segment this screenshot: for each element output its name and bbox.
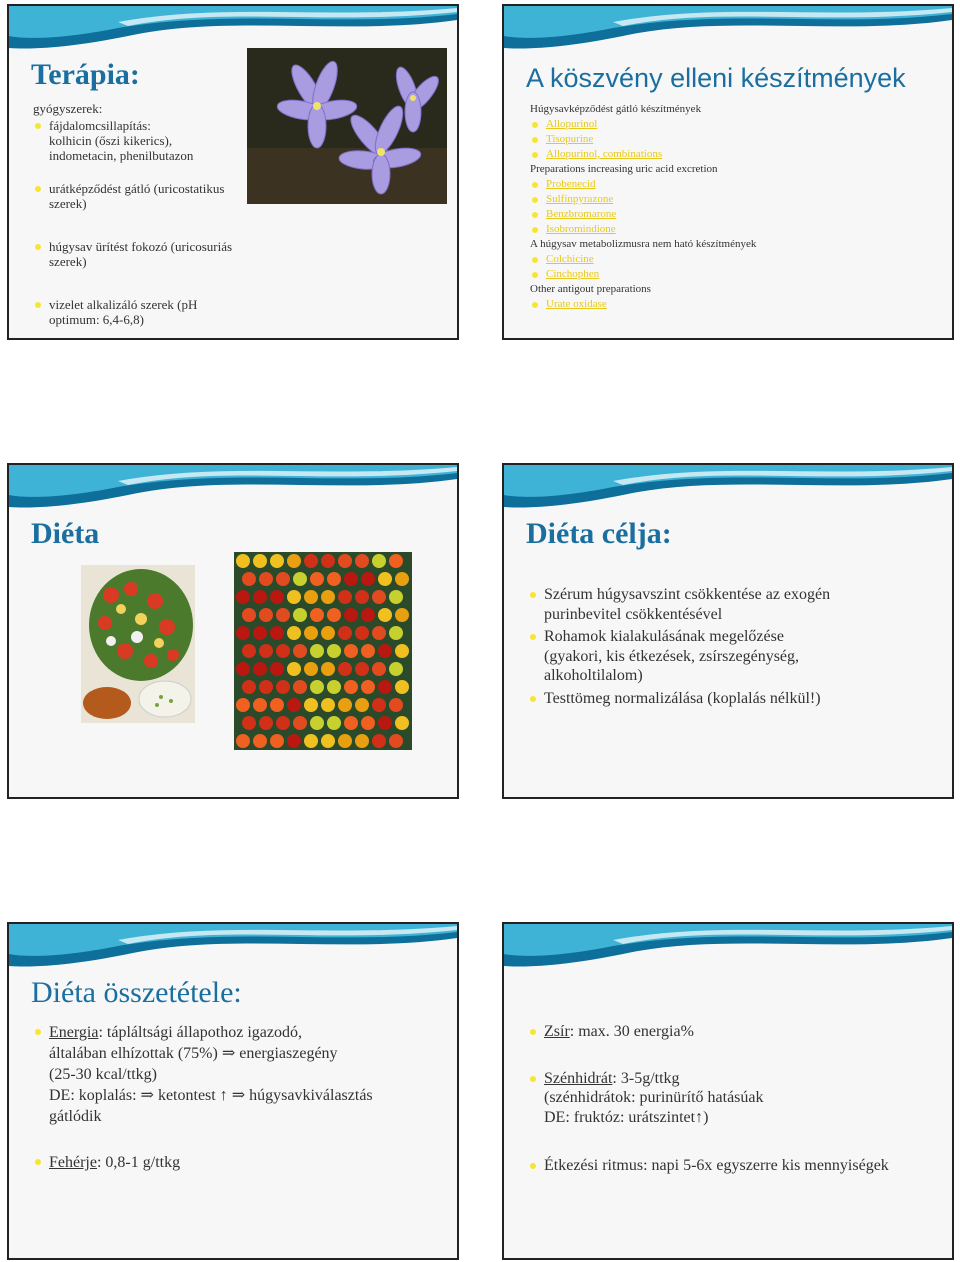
drug-link[interactable]: [530, 117, 940, 132]
energia-line2: általában elhízottak (75%): [49, 1045, 218, 1062]
fruit-mark: [395, 716, 409, 730]
bullet-icon: [532, 227, 538, 233]
energia-line4b: ketontest: [157, 1087, 216, 1104]
fruit-mark: [338, 554, 352, 568]
slide-title: Terápia:: [31, 58, 140, 91]
energia-text: : tápláltsági állapothoz igazodó,: [98, 1024, 302, 1041]
item-text: optimum: 6,4-6,8): [49, 312, 144, 327]
fruit-mark: [287, 734, 301, 748]
list-item-energia: [33, 1022, 453, 1127]
fruit-mark: [270, 554, 284, 568]
item-text: urátképződést gátló (uricostatikus: [49, 181, 225, 196]
fruit-mark: [327, 608, 341, 622]
intro-text: gyógyszerek:: [33, 101, 103, 116]
energia-line4: DE: koplalás:: [49, 1087, 137, 1104]
fruit-mark: [242, 680, 256, 694]
fruit-mark: [372, 590, 386, 604]
bullet-icon: [35, 302, 41, 308]
fruit-mark: [378, 680, 392, 694]
fruit-mark: [338, 698, 352, 712]
fruit-mark: [310, 644, 324, 658]
fruit-mark: [378, 608, 392, 622]
list-item-feherje: [33, 1152, 453, 1173]
fruit-mark: [259, 572, 273, 586]
fruit-mark: [389, 734, 403, 748]
slide-keszitmenyek: [502, 4, 954, 340]
slide-title: A köszvény elleni készítmények: [526, 63, 906, 93]
fruit-mark: [378, 716, 392, 730]
list-item: [528, 585, 948, 624]
bullet-icon: [532, 122, 538, 128]
bullet-icon: [532, 272, 538, 278]
bullet-icon: [35, 1029, 41, 1035]
list-item: [528, 627, 948, 686]
bullet-icon: [532, 182, 538, 188]
drug-link-text[interactable]: Tisopurine: [546, 133, 594, 145]
energia-line2b: energiaszegény: [239, 1045, 338, 1062]
fruit-mark: [321, 590, 335, 604]
slide-terapia: [7, 4, 459, 340]
fruit-mark: [253, 734, 267, 748]
drug-link[interactable]: [530, 297, 940, 312]
slide-banner: [9, 465, 457, 521]
bullet-icon: [532, 302, 538, 308]
bullet-icon: [530, 1163, 536, 1169]
up-arrow-icon: ↑: [219, 1087, 228, 1104]
fruit-mark: [293, 716, 307, 730]
fruit-mark: [355, 590, 369, 604]
slide-banner: [504, 465, 952, 521]
item-text: Szérum húgysavszint csökkentése az exogén: [544, 586, 831, 603]
fruit-mark: [361, 608, 375, 622]
fruit-mark: [344, 680, 358, 694]
fruit-mark: [395, 572, 409, 586]
fruit-mark: [355, 734, 369, 748]
fruit-mark: [304, 626, 318, 640]
fruit-mark: [389, 662, 403, 676]
fruit-mark: [372, 734, 386, 748]
fruit-mark: [338, 626, 352, 640]
bullet-icon: [532, 152, 538, 158]
list-item: [33, 118, 248, 163]
implies-arrow-icon: ⇒: [231, 1087, 246, 1104]
item-text: indometacin, phenilbutazon: [49, 148, 194, 163]
drug-link[interactable]: [530, 267, 940, 282]
drug-group-heading: Húgysavképződést gátló készítmények: [530, 103, 702, 115]
list-item-zsir: [528, 1022, 948, 1042]
implies-arrow-icon: ⇒: [221, 1045, 236, 1062]
list-item: [33, 239, 248, 269]
slide-title: Diéta: [31, 517, 100, 550]
fruit-mark: [236, 734, 250, 748]
item-text: fájdalomcsillapítás:: [49, 118, 151, 133]
fruit-mark: [310, 716, 324, 730]
fruit-mark: [236, 626, 250, 640]
energia-label: Energia: [49, 1024, 99, 1041]
fruit-mark: [389, 698, 403, 712]
fruit-mark: [276, 680, 290, 694]
fruit-mark: [355, 662, 369, 676]
bullet-icon: [532, 137, 538, 143]
fruit-mark: [259, 608, 273, 622]
drug-link-text[interactable]: Sulfinpyrazone: [546, 193, 614, 205]
fruit-mark: [389, 590, 403, 604]
fruit-mark: [287, 590, 301, 604]
fruit-market-image: [234, 552, 412, 750]
drug-link-text[interactable]: Urate oxidase: [546, 298, 607, 310]
item-text: purinbevitel csökkentésével: [544, 605, 723, 623]
drug-link-text[interactable]: Cinchophen: [546, 268, 600, 280]
bullet-icon: [532, 212, 538, 218]
energia-line4c: húgysavkiválasztás: [249, 1087, 373, 1104]
fruit-mark: [321, 698, 335, 712]
bullet-icon: [35, 123, 41, 129]
drug-link[interactable]: [530, 252, 940, 267]
fruit-mark: [344, 572, 358, 586]
fruit-mark: [338, 662, 352, 676]
fruit-mark: [236, 698, 250, 712]
fruit-mark: [236, 554, 250, 568]
fruit-mark: [270, 734, 284, 748]
item-text: Rohamok kialakulásának megelőzése: [544, 628, 784, 645]
feherje-text: : 0,8-1 g/ttkg: [96, 1154, 181, 1171]
slide-banner: [504, 6, 952, 62]
fruit-mark: [372, 554, 386, 568]
fruit-mark: [355, 626, 369, 640]
szenhidrat-label: Szénhidrát: [544, 1069, 613, 1087]
fruit-mark: [253, 662, 267, 676]
fruit-mark: [253, 590, 267, 604]
fruit-mark: [276, 608, 290, 622]
fruit-mark: [287, 662, 301, 676]
fruit-mark: [395, 608, 409, 622]
list-item: [33, 181, 248, 211]
fruit-mark: [321, 734, 335, 748]
item-text: (gyakori, kis étkezések, zsírszegénység,: [544, 647, 800, 665]
fruit-mark: [293, 644, 307, 658]
item-text: alkoholtilalom): [544, 667, 643, 684]
fruit-mark: [276, 716, 290, 730]
fruit-mark: [236, 590, 250, 604]
fruit-mark: [310, 572, 324, 586]
drug-group-heading: Preparations increasing uric acid excretion: [530, 163, 718, 175]
fruit-mark: [361, 644, 375, 658]
drug-group-heading: Other antigout preparations: [530, 283, 651, 295]
fruit-mark: [293, 608, 307, 622]
fruit-mark: [304, 662, 318, 676]
fruit-mark: [304, 590, 318, 604]
feherje-label: Fehérje: [49, 1154, 97, 1171]
fruit-mark: [304, 698, 318, 712]
fruit-mark: [361, 572, 375, 586]
slide-title: Diéta összetétele:: [31, 976, 242, 1009]
drug-link[interactable]: [530, 192, 940, 207]
fruit-mark: [259, 680, 273, 694]
item-text: húgysav ürítést fokozó (uricosuriás: [49, 239, 233, 254]
fruit-mark: [310, 680, 324, 694]
drug-link-text[interactable]: Benzbromarone: [546, 208, 617, 220]
item-text: szerek): [49, 254, 87, 269]
bullet-icon: [35, 1159, 41, 1165]
fruit-mark: [338, 734, 352, 748]
fruit-mark: [310, 608, 324, 622]
slide-dieta-osszetetele: [7, 922, 459, 1260]
fruit-mark: [378, 572, 392, 586]
fruit-mark: [287, 698, 301, 712]
fruit-mark: [372, 662, 386, 676]
fruit-mark: [259, 716, 273, 730]
item-text: szerek): [49, 196, 87, 211]
fruit-mark: [355, 698, 369, 712]
fruit-mark: [327, 680, 341, 694]
salad-plate-image: [81, 565, 195, 723]
energia-line3: (25-30 kcal/ttkg): [49, 1066, 157, 1083]
slide-dieta-osszetetele-2: [502, 922, 954, 1260]
slide-banner: [9, 924, 457, 980]
bullet-icon: [532, 197, 538, 203]
item-text: vizelet alkalizáló szerek (pH: [49, 297, 198, 312]
bullet-icon: [530, 696, 536, 702]
fruit-mark: [270, 698, 284, 712]
bullet-icon: [35, 186, 41, 192]
fruit-mark: [287, 626, 301, 640]
fruit-mark: [259, 644, 273, 658]
drug-link-text[interactable]: Isobromindione: [546, 223, 616, 235]
list-item: [33, 297, 248, 327]
slide-banner: [504, 924, 952, 980]
fruit-mark: [355, 554, 369, 568]
bullet-icon: [530, 1029, 536, 1035]
fruit-mark: [304, 734, 318, 748]
fruit-mark: [270, 590, 284, 604]
fruit-mark: [253, 698, 267, 712]
list-item: [528, 689, 948, 709]
fruit-mark: [242, 716, 256, 730]
szenhidrat-text: : 3-5g/ttkg: [612, 1069, 680, 1087]
fruit-mark: [236, 662, 250, 676]
szenhidrat-line3: DE: fruktóz: urátszintet: [544, 1108, 696, 1126]
item-text: kolhicin (őszi kikerics),: [49, 133, 173, 148]
fruit-mark: [389, 554, 403, 568]
bullet-icon: [530, 1076, 536, 1082]
drug-link-text[interactable]: Allopurinol, combinations: [546, 148, 663, 160]
zsir-text: : max. 30 energia%: [569, 1023, 694, 1040]
list-item-etkezes: [528, 1156, 948, 1176]
etkezes-text: Étkezési ritmus: napi 5-6x egyszerre kis mennyiségek: [544, 1157, 889, 1174]
fruit-mark: [361, 716, 375, 730]
fruit-mark: [293, 572, 307, 586]
fruit-mark: [321, 626, 335, 640]
drug-link[interactable]: [530, 147, 940, 162]
list-item-szenhidrat: [528, 1069, 948, 1128]
fruit-mark: [389, 626, 403, 640]
up-arrow-icon: ↑: [695, 1108, 704, 1126]
fruit-mark: [321, 554, 335, 568]
fruit-mark: [327, 716, 341, 730]
implies-arrow-icon: ⇒: [140, 1087, 154, 1104]
zsir-label: Zsír: [544, 1023, 570, 1040]
drug-link[interactable]: [530, 177, 940, 192]
drug-group-heading: A húgysav metabolizmusra nem ható készítmények: [530, 238, 757, 250]
drug-link[interactable]: [530, 207, 940, 222]
fruit-mark: [395, 644, 409, 658]
bullet-icon: [532, 257, 538, 263]
fruit-mark: [378, 644, 392, 658]
fruit-mark: [395, 680, 409, 694]
szenhidrat-line2: (szénhidrátok: purinürítő hatásúak: [544, 1089, 764, 1106]
fruit-mark: [276, 572, 290, 586]
fruit-mark: [270, 626, 284, 640]
slide-dieta: [7, 463, 459, 799]
fruit-mark: [321, 662, 335, 676]
fruit-mark: [338, 590, 352, 604]
bullet-icon: [35, 244, 41, 250]
fruit-mark: [304, 554, 318, 568]
bullet-icon: [530, 634, 536, 640]
drug-link-text[interactable]: Allopurinol: [546, 118, 598, 130]
fruit-mark: [361, 680, 375, 694]
drug-link-text[interactable]: Colchicine: [546, 253, 594, 265]
drug-link[interactable]: [530, 132, 940, 147]
energia-line5: gátlódik: [49, 1108, 102, 1125]
drug-link-text[interactable]: Probenecid: [546, 178, 596, 190]
drug-list: [530, 102, 940, 312]
bullet-icon: [530, 592, 536, 598]
fruit-mark: [372, 698, 386, 712]
fruit-mark: [327, 644, 341, 658]
item-text: Testtömeg normalizálása (koplalás nélkül!): [544, 689, 821, 707]
fruit-mark: [276, 644, 290, 658]
fruit-mark: [253, 626, 267, 640]
fruit-mark: [242, 608, 256, 622]
slide-title: Diéta célja:: [526, 517, 672, 550]
slide-dieta-celja: [502, 463, 954, 799]
fruit-mark: [344, 608, 358, 622]
fruit-mark: [287, 554, 301, 568]
fruit-mark: [242, 572, 256, 586]
fruit-mark: [253, 554, 267, 568]
fruit-mark: [344, 644, 358, 658]
fruit-mark: [372, 626, 386, 640]
fruit-mark: [242, 644, 256, 658]
fruit-mark: [344, 716, 358, 730]
fruit-mark: [270, 662, 284, 676]
fruit-mark: [293, 680, 307, 694]
crocus-flower-image: [247, 48, 447, 204]
szenhidrat-line3b: ): [703, 1108, 709, 1126]
drug-link[interactable]: [530, 222, 940, 237]
fruit-mark: [327, 572, 341, 586]
